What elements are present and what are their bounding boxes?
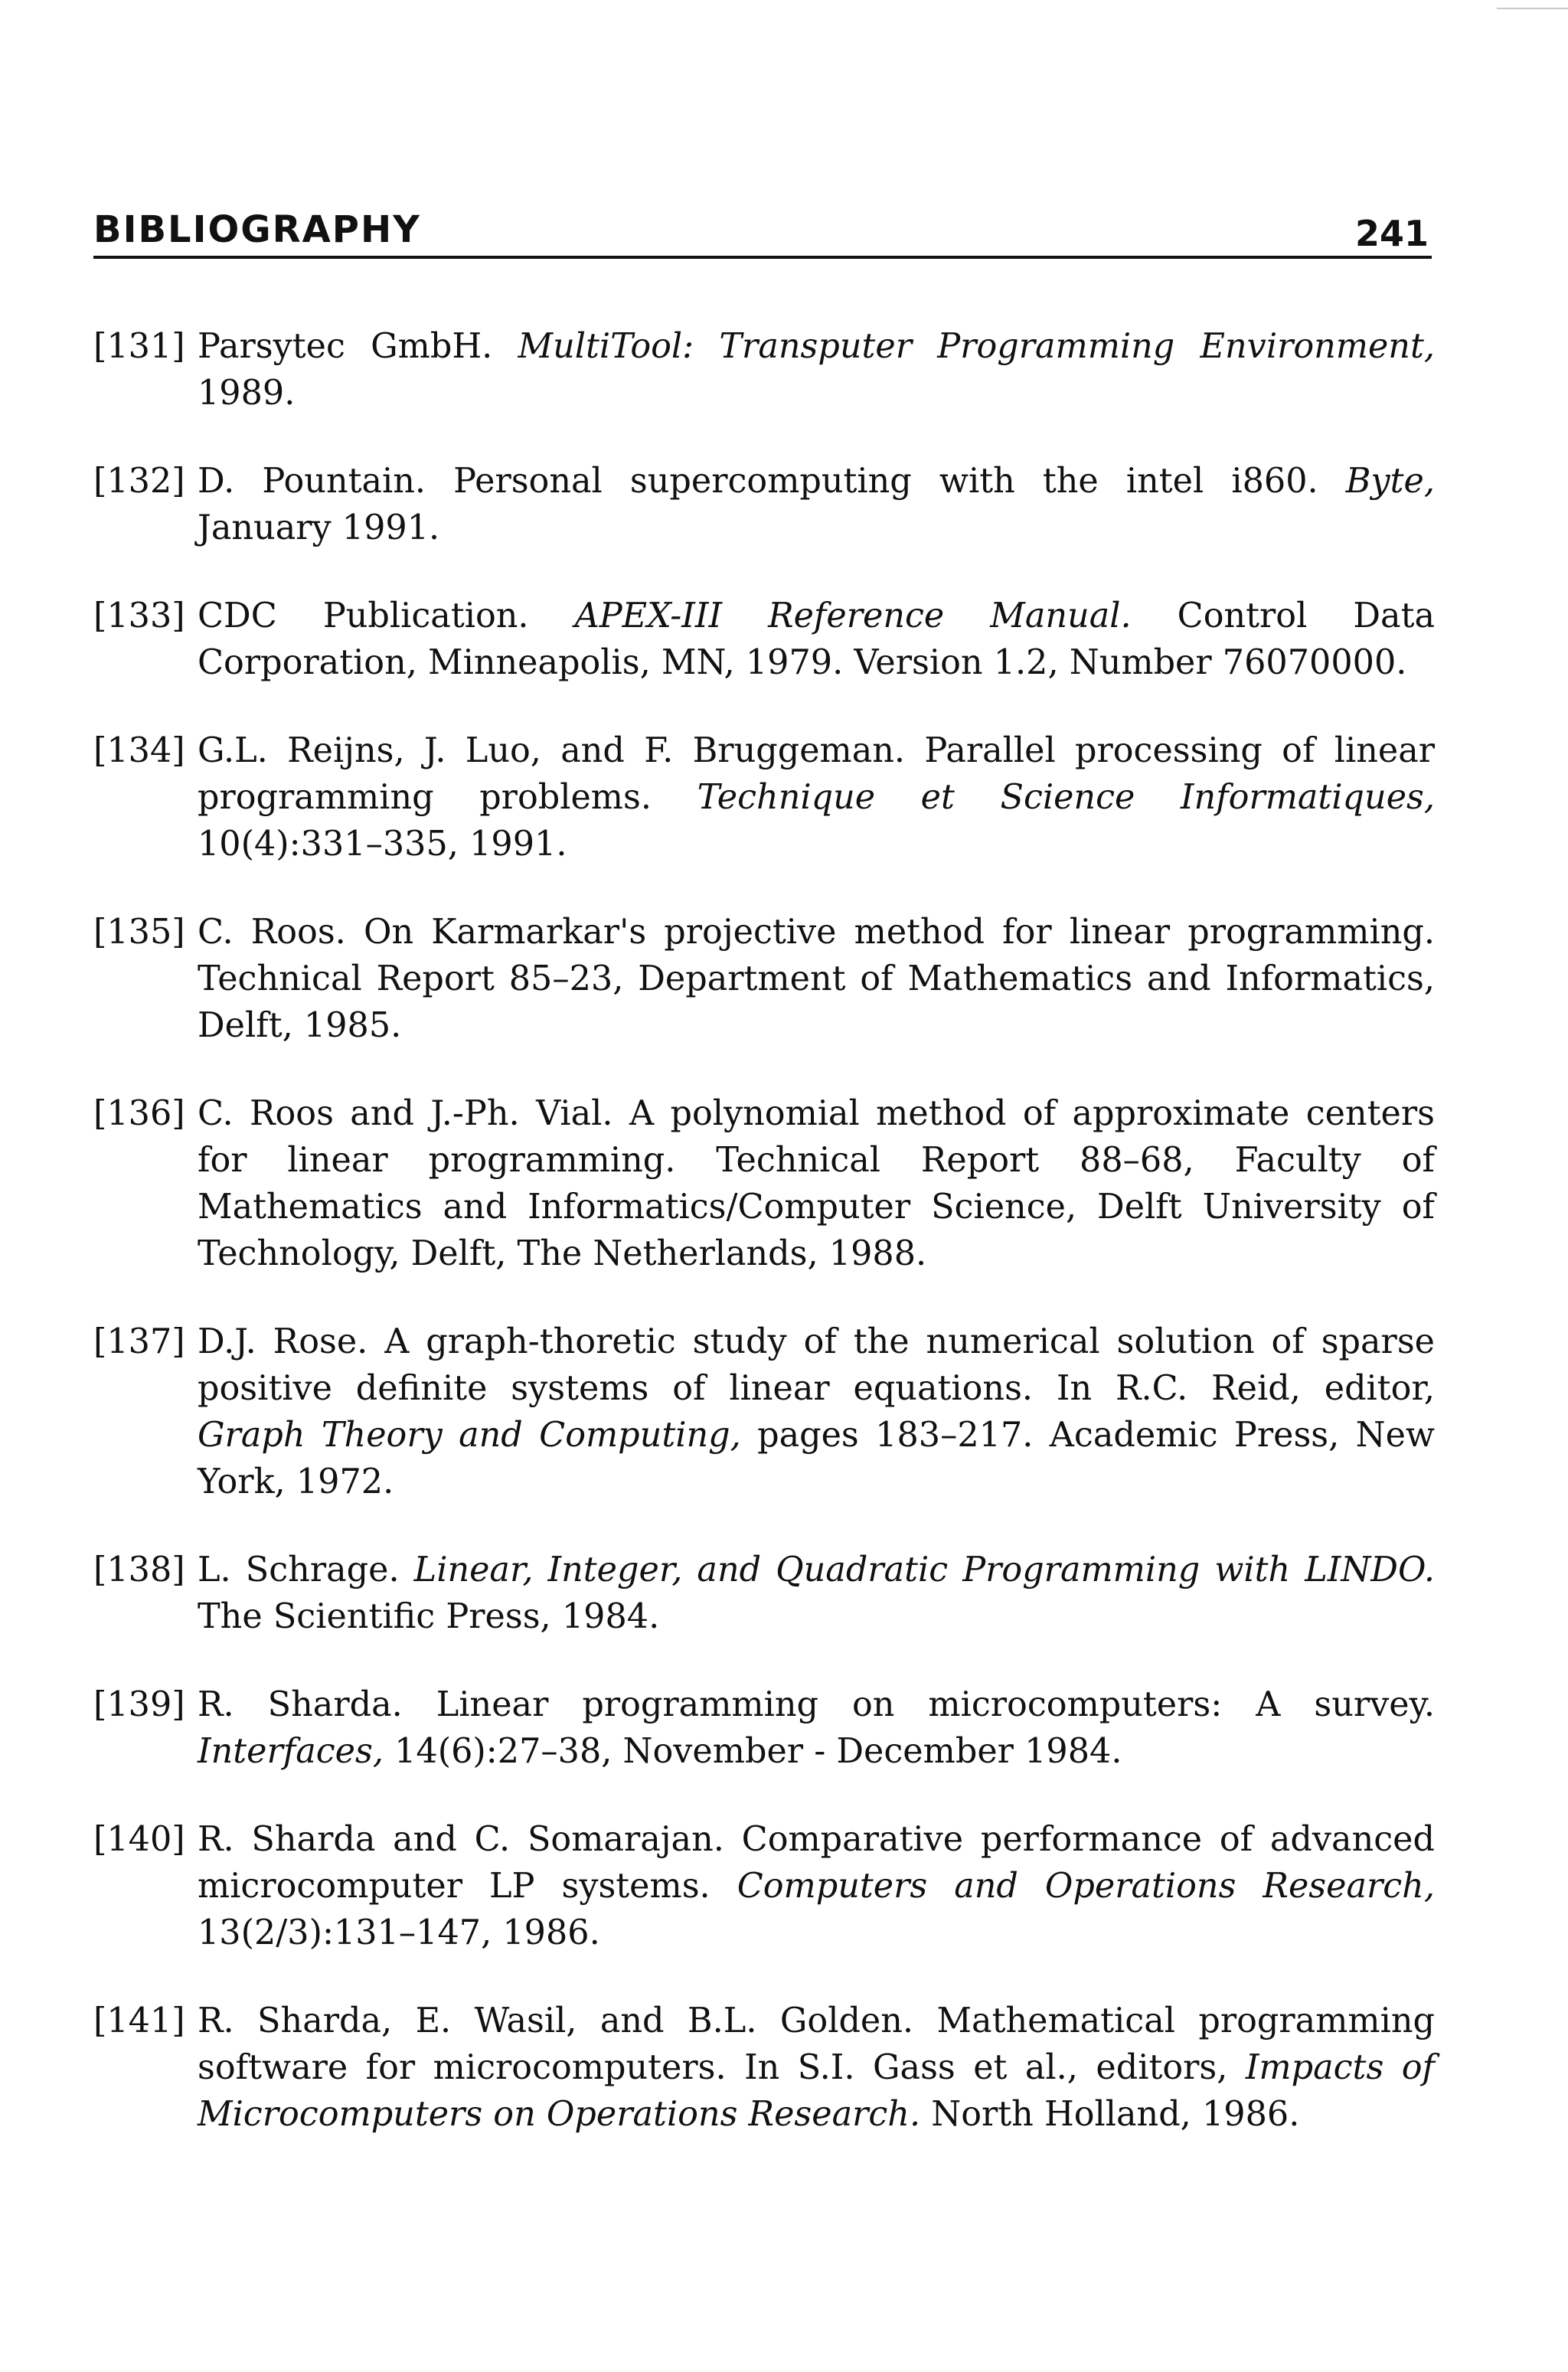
reference-title: Computers and Operations Research, bbox=[737, 1867, 1435, 1906]
running-title: BIBLIOGRAPHY bbox=[93, 208, 421, 251]
reference-text: Parsytec GmbH. bbox=[198, 327, 518, 366]
reference-label: [134] bbox=[93, 731, 185, 770]
reference-139 bbox=[93, 1681, 1435, 1775]
reference-label: [132] bbox=[93, 462, 185, 501]
reference-138 bbox=[93, 1547, 1435, 1640]
reference-label: [140] bbox=[93, 1820, 185, 1859]
reference-132 bbox=[93, 458, 1435, 551]
reference-details: 14(6):27–38, November - December 1984. bbox=[383, 1732, 1122, 1771]
reference-title: MultiTool: Transputer Programming Environment, bbox=[518, 327, 1435, 366]
reference-details: 10(4):331–335, 1991. bbox=[198, 825, 567, 864]
reference-140 bbox=[93, 1816, 1435, 1956]
reference-label: [131] bbox=[93, 327, 185, 366]
reference-details: The Scientific Press, 1984. bbox=[198, 1597, 660, 1636]
reference-label: [139] bbox=[93, 1685, 185, 1724]
reference-title: Linear, Integer, and Quadratic Programming with LINDO. bbox=[413, 1550, 1436, 1590]
reference-title: Impacts of Microcomputers on Operations Research. bbox=[198, 2048, 1435, 2134]
reference-title: APEX-III Reference Manual. bbox=[574, 596, 1132, 635]
reference-text: G.L. Reijns, J. Luo, and F. Bruggeman. Parallel processing of linear programming problems. bbox=[198, 731, 1435, 817]
reference-label: [135] bbox=[93, 913, 185, 952]
reference-131 bbox=[93, 323, 1435, 417]
reference-list bbox=[93, 323, 1435, 2138]
reference-137 bbox=[93, 1318, 1435, 1505]
reference-text: C. Roos and J.-Ph. Vial. A polynomial method of approximate centers for linear programming. Technical Report 88–68, Faculty of Mathematics and Informatics/Computer Science, Delft University of Technology, Delft, The Netherlands, 1988. bbox=[198, 1094, 1435, 1273]
reference-details: January 1991. bbox=[198, 508, 440, 547]
reference-135 bbox=[93, 909, 1435, 1049]
reference-details: 1989. bbox=[198, 374, 296, 413]
reference-title: Byte, bbox=[1345, 462, 1435, 501]
reference-134 bbox=[93, 727, 1435, 867]
reference-details: Control Data Corporation, Minneapolis, MN, 1979. Version 1.2, Number 76070000. bbox=[198, 596, 1435, 682]
page-number: 241 bbox=[1354, 213, 1429, 254]
reference-text: CDC Publication. bbox=[198, 596, 575, 635]
reference-text: R. Sharda and C. Somarajan. Comparative performance of advanced microcomputer LP systems. bbox=[198, 1820, 1435, 1906]
reference-141 bbox=[93, 1998, 1435, 2138]
reference-label: [137] bbox=[93, 1322, 185, 1361]
reference-text: C. Roos. On Karmarkar's projective method for linear programming. Technical Report 85–23, Department of Mathematics and Informatics, Delft, 1985. bbox=[198, 913, 1435, 1045]
running-head bbox=[93, 201, 1432, 259]
reference-details: 13(2/3):131–147, 1986. bbox=[198, 1913, 600, 1952]
reference-133 bbox=[93, 593, 1435, 686]
reference-text: D. Pountain. Personal supercomputing with the intel i860. bbox=[198, 462, 1346, 501]
reference-title: Interfaces, bbox=[198, 1732, 384, 1771]
reference-label: [138] bbox=[93, 1550, 185, 1590]
reference-label: [133] bbox=[93, 596, 185, 635]
corner-rule bbox=[1497, 8, 1568, 9]
reference-text: R. Sharda. Linear programming on microcomputers: A survey. bbox=[198, 1685, 1435, 1724]
reference-details: North Holland, 1986. bbox=[920, 2095, 1300, 2134]
reference-text: D.J. Rose. A graph-thoretic study of the numerical solution of sparse positive definite systems of linear equations. In R.C. Reid, editor, bbox=[198, 1322, 1435, 1408]
reference-title: Technique et Science Informatiques, bbox=[697, 778, 1436, 817]
reference-label: [136] bbox=[93, 1094, 185, 1133]
reference-label: [141] bbox=[93, 2001, 185, 2040]
reference-136 bbox=[93, 1090, 1435, 1277]
reference-text: L. Schrage. bbox=[198, 1550, 414, 1590]
reference-title: Graph Theory and Computing, bbox=[198, 1416, 741, 1455]
reference-details: pages 183–217. Academic Press, New York, 1972. bbox=[198, 1416, 1435, 1501]
reference-text: R. Sharda, E. Wasil, and B.L. Golden. Mathematical programming software for microcomputers. In S.I. Gass et al., editors, bbox=[198, 2001, 1435, 2087]
